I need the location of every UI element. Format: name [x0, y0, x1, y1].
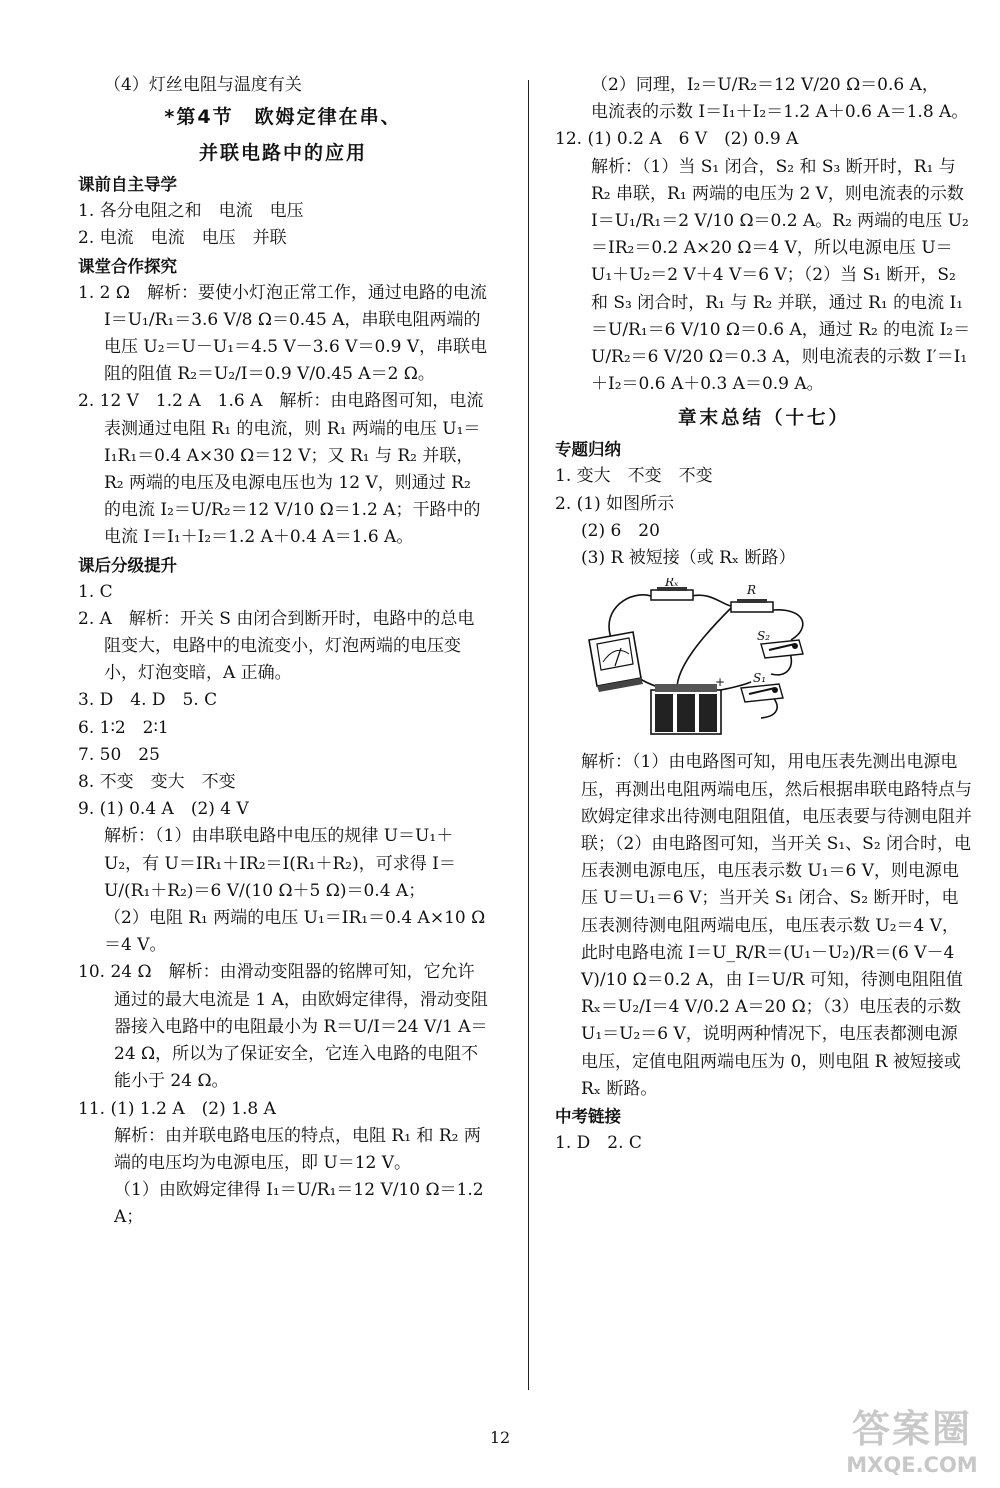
answer-paragraph: 2. A 解析：开关 S 由闭合到断开时，电路中的总电阻变大，电路中的电流变小，灯泡两端的电压变小，灯泡变暗，A 正确。: [78, 608, 475, 684]
circuit-figure: [581, 578, 811, 736]
answer-paragraph: 9. (1) 0.4 A (2) 4 V: [78, 799, 249, 820]
watermark: [832, 1405, 992, 1481]
subsection-heading: 课后分级提升: [78, 555, 177, 575]
answer-paragraph: 11. (1) 1.2 A (2) 1.8 A: [78, 1098, 276, 1119]
label-plus: +: [715, 675, 726, 690]
right-column: [555, 72, 973, 1157]
subsection-heading: 中考链接: [555, 1107, 621, 1127]
label-rx: Rₓ: [665, 578, 679, 590]
answer-paragraph: 2. 12 V 1.2 A 1.6 A 解析：由电路图可知，电流表测通过电阻 R₁ 的电流，则 R₁ 两端的电压 U₁＝I₁R₁＝0.4 A×30 Ω＝12 V；又 R₁ 与 R₂ 并联，R₂ 两端的电压及电源电压也为 12 V，则通过 R₂ 的电流 I₂＝U/R₂＝12 V/10 Ω＝1.2 A；干路中的电流 I＝I₁＋I₂＝1.2 A＋0.4 A＝1.6 A。: [78, 391, 484, 548]
answer-paragraph: (3) R 被短接（或 Rₓ 断路）: [581, 548, 796, 569]
answer-paragraph: 7. 50 25: [78, 744, 160, 765]
label-r: R: [747, 583, 757, 598]
wire: [691, 595, 731, 606]
answer-paragraph: （2）同理，I₂＝U/R₂＝12 V/20 Ω＝0.6 A，: [591, 75, 939, 95]
answer-paragraph: 6. 1∶2 2∶1: [78, 717, 169, 738]
right-column-bottom: [555, 749, 973, 1157]
answer-paragraph: 1. 2 Ω 解析：要使小灯泡正常工作，通过电路的电流 I＝U₁/R₁＝3.6 V/8 Ω＝0.45 A，串联电阻两端的电压 U₂＝U－U₁＝4.5 V－3.6 V＝0.9 V，串联电阻的阻值 R₂＝U₂/I＝0.9 V/0.45 A＝2 Ω。: [78, 282, 488, 385]
answer-paragraph: （1）由欧姆定律得 I₁＝U/R₁＝12 V/10 Ω＝1.2 A；: [114, 1180, 484, 1228]
answer-paragraph: 2. (1) 如图所示: [555, 493, 675, 514]
answer-paragraph: (2) 6 20: [581, 520, 660, 541]
answer-paragraph: 解析：（1）由电路图可知，用电压表先测出电源电压，再测出电阻两端电压，然后根据串联电路特点与欧姆定律求出待测电阻阻值，电压表要与待测电阻并联；（2）由电路图可知，当开关 S₁、S₂ 闭合时，电压表测电源电压，电压表示数 U₁＝6 V，则电源电压 U＝U₁＝6 V；当开关 S₁ 闭合、S₂ 断开时，电压表测待测电阻两端电压，电压表示数 U₂＝4 V，此时电路电流 I＝U_R/R＝(U₁－U₂)/R＝(6 V－4 V)/10 Ω＝0.2 A，由 I＝U/R 可知，待测电阻阻值 Rₓ＝U₂/I＝4 V/0.2 A＝20 Ω；（3）电压表的示数 U₁＝U₂＝6 V，说明两种情况下，电压表都测电源电压，定值电阻两端电压为 0，则电阻 R 被短接或 Rₓ 断路。: [581, 752, 972, 1099]
section-title: 章末总结（十七）: [677, 408, 850, 430]
answer-paragraph: （2）电阻 R₁ 两端的电压 U₁＝IR₁＝0.4 A×10 Ω＝4 V。: [104, 908, 486, 956]
answer-paragraph: 2. 电流 电流 电压 并联: [78, 228, 287, 249]
right-column-top: [555, 72, 973, 572]
answer-paragraph: 电流表的示数 I＝I₁＋I₂＝1.2 A＋0.6 A＝1.8 A。: [591, 102, 969, 123]
answer-paragraph: 1. 变大 不变 不变: [555, 466, 713, 487]
answer-paragraph: 10. 24 Ω 解析：由滑动变阻器的铭牌可知，它允许通过的最大电流是 1 A，由欧姆定律得，滑动变阻器接入电路中的电阻最小为 R＝U/I＝24 V/1 A＝24 Ω，所以为了保证安全，它连入电路的电阻不能小于 24 Ω。: [78, 962, 488, 1092]
resistor-r: [731, 599, 773, 612]
section-title: 并联电路中的应用: [198, 142, 367, 165]
battery-pack: [651, 684, 721, 734]
switch-s1: [741, 684, 783, 702]
answer-paragraph: 8. 不变 变大 不变: [78, 772, 236, 793]
column-divider: [528, 80, 529, 1390]
page-number: 12: [489, 1428, 511, 1447]
answer-paragraph: （4）灯丝电阻与温度有关: [104, 75, 302, 95]
answer-paragraph: 1. D 2. C: [555, 1133, 642, 1154]
answer-paragraph: 解析：由并联电路电压的特点，电阻 R₁ 和 R₂ 两端的电压均为电源电压，即 U＝12 V。: [114, 1125, 481, 1173]
label-s2: S₂: [757, 629, 771, 644]
answer-paragraph: 解析：（1）当 S₁ 闭合，S₂ 和 S₃ 断开时，R₁ 与 R₂ 串联，R₁ 两端的电压为 2 V，则电流表的示数 I＝U₁/R₁＝2 V/10 Ω＝0.2 A。R₂ 两端的电压 U₂＝IR₂＝0.2 A×20 Ω＝4 V，所以电源电压 U＝U₁＋U₂＝2 V＋4 V＝6 V；（2）当 S₁ 断开，S₂ 和 S₃ 闭合时，R₁ 与 R₂ 并联，通过 R₁ 的电流 I₁＝U/R₁＝6 V/10 Ω＝0.6 A，通过 R₂ 的电流 I₂＝U/R₂＝6 V/20 Ω＝0.3 A，则电流表的示数 I′＝I₁＋I₂＝0.6 A＋0.3 A＝0.9 A。: [591, 156, 971, 395]
answer-paragraph: 3. D 4. D 5. C: [78, 690, 218, 711]
label-s1: S₁: [753, 671, 767, 686]
wire: [773, 610, 803, 640]
answer-paragraph: 12. (1) 0.2 A 6 V (2) 0.9 A: [555, 129, 799, 150]
answer-paragraph: 解析：（1）由串联电路中电压的规律 U＝U₁＋U₂，有 U＝IR₁＋IR₂＝I(R₁＋R₂)，可求得 I＝U/(R₁＋R₂)＝6 V/(10 Ω＋5 Ω)＝0.4 A；: [104, 826, 456, 901]
left-column: [78, 72, 488, 1232]
subsection-heading: 专题归纳: [555, 440, 621, 460]
wire: [609, 595, 651, 638]
subsection-heading: 课堂合作探究: [78, 256, 177, 276]
voltmeter: [589, 632, 643, 692]
answer-paragraph: 1. C: [78, 581, 113, 602]
watermark-main: 答案圈: [851, 1407, 972, 1451]
section-title: *第4节 欧姆定律在串、: [164, 106, 402, 129]
subsection-heading: 课前自主导学: [78, 175, 177, 195]
answer-paragraph: 1. 各分电阻之和 电流 电压: [78, 201, 304, 222]
watermark-url: MXQE.COM: [846, 1453, 978, 1477]
